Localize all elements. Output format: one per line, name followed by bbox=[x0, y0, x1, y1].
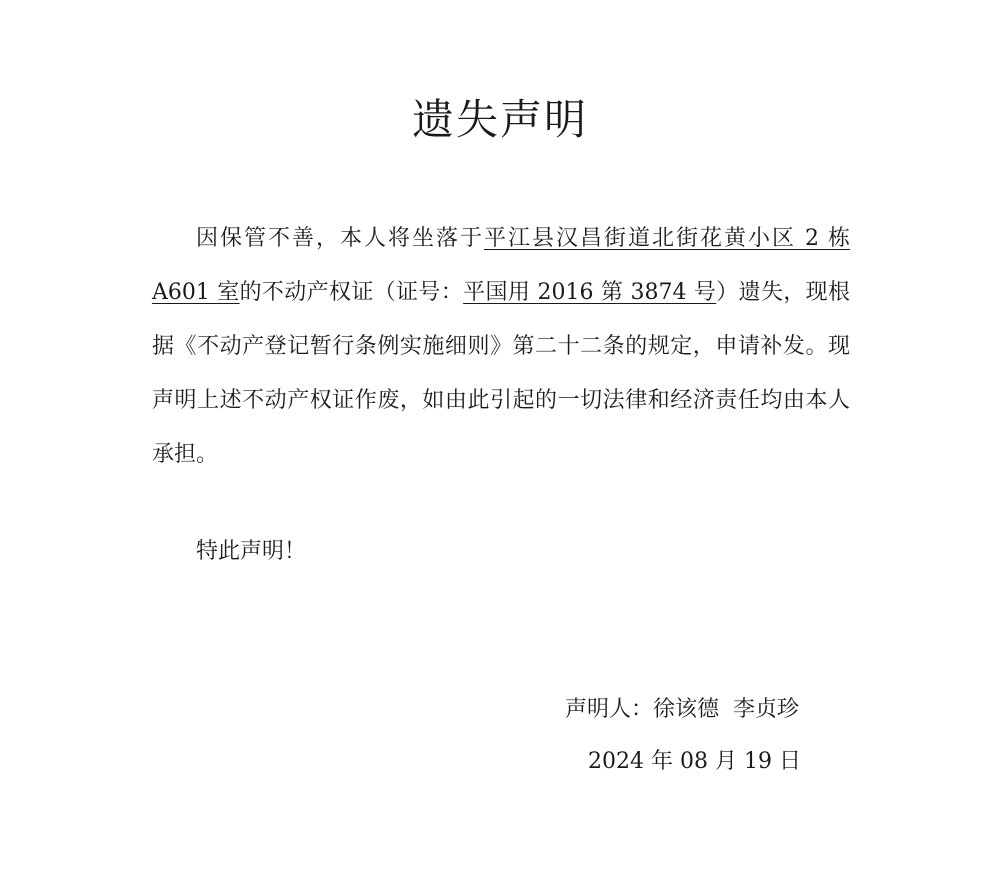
paragraph-body: ）遗失，现根据《不动产登记暂行条例实施细则》第二十二条的规定，申请补发。现声明上述不动产权证作废，如由此引起的一切法律和经济责任均由本人承担。 bbox=[152, 280, 850, 467]
document-title: 遗失声明 bbox=[411, 95, 588, 144]
closing-statement: 特此声明！ bbox=[196, 539, 307, 564]
declaration-paragraph bbox=[152, 212, 850, 482]
paragraph-intro: 因保管不善，本人将坐落于 bbox=[196, 226, 484, 251]
declaration-date: 2024 年 08 月 19 日 bbox=[588, 749, 801, 774]
paragraph-cert-intro: 的不动产权证（证号： bbox=[239, 280, 464, 305]
signature-label: 声明人： bbox=[565, 697, 654, 722]
certificate-number: 平国用 2016 第 3874 号 bbox=[463, 280, 717, 305]
property-location: 平江县汉昌街道北街花黄小区 2 栋 A601 室 bbox=[152, 226, 850, 305]
signature-names: 徐该德 李贞珍 bbox=[653, 697, 800, 722]
signature-line bbox=[565, 690, 799, 730]
